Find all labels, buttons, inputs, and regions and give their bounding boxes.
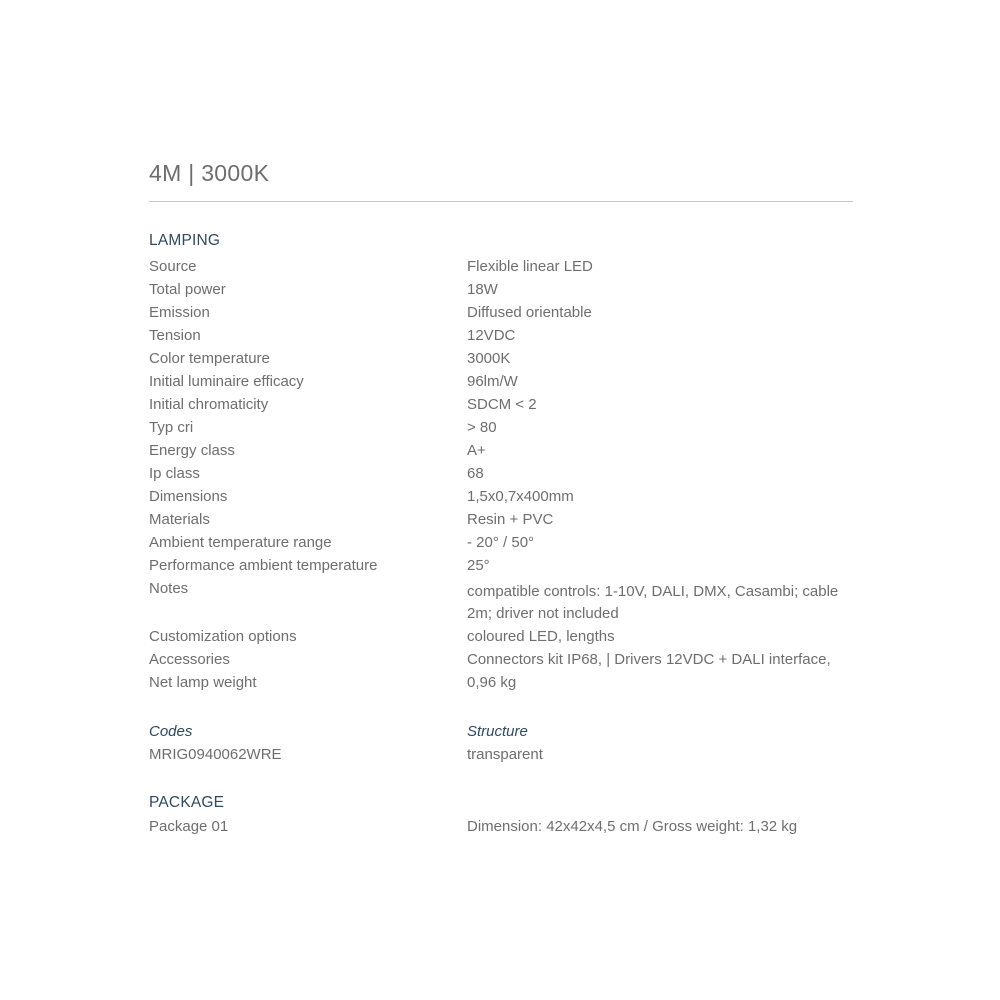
spec-row-accessories [149,648,853,671]
spec-label: Notes [149,580,189,597]
spec-label: Initial chromaticity [149,396,269,413]
spec-label: Dimensions [149,488,228,505]
spec-label: Ambient temperature range [149,534,332,551]
package-details: Dimension: 42x42x4,5 cm / Gross weight: 1,32 kg [467,818,798,835]
spec-value: 1,5x0,7x400mm [467,488,574,505]
lamping-heading: LAMPING [149,232,221,249]
lamping-spec-list [149,255,853,694]
spec-value: SDCM < 2 [467,396,537,413]
structure-label: Structure [467,723,528,740]
spec-value: Resin + PVC [467,511,554,528]
spec-row-dimensions [149,485,853,508]
spec-value: 96lm/W [467,373,518,390]
spec-label: Tension [149,327,201,344]
spec-row-ip-class [149,462,853,485]
spec-row-performance-temperature [149,554,853,577]
spec-row-chromaticity [149,393,853,416]
spec-row-tension [149,324,853,347]
spec-label: Color temperature [149,350,270,367]
page-title: 4M | 3000K [149,160,270,186]
spec-value: 25° [467,557,490,574]
codes-label: Codes [149,723,193,740]
spec-value: Connectors kit IP68, | Drivers 12VDC + DALI interface, [467,651,831,668]
spec-row-color-temperature [149,347,853,370]
spec-row-materials [149,508,853,531]
spec-value: A+ [467,442,486,459]
spec-label: Customization options [149,628,297,645]
spec-value: Diffused orientable [467,304,592,321]
spec-value: 68 [467,465,484,482]
spec-row-customization-options [149,625,853,648]
spec-value: - 20° / 50° [467,534,535,551]
package-name: Package 01 [149,818,229,835]
spec-row-energy-class [149,439,853,462]
spec-row-ambient-temperature-range [149,531,853,554]
spec-value: coloured LED, lengths [467,628,615,645]
package-heading: PACKAGE [149,794,225,811]
spec-row-total-power [149,278,853,301]
spec-value: compatible controls: 1-10V, DALI, DMX, Casambi; cable 2m; driver not included [467,583,839,622]
spec-label: Net lamp weight [149,674,257,691]
spec-value: 18W [467,281,498,298]
spec-row-source [149,255,853,278]
spec-label: Materials [149,511,210,528]
codes-value: MRIG0940062WRE [149,746,282,763]
spec-row-emission [149,301,853,324]
structure-value: transparent [467,746,543,763]
spec-row-net-lamp-weight [149,671,853,694]
spec-label: Emission [149,304,210,321]
spec-label: Typ cri [149,419,194,436]
title-divider [149,201,853,202]
spec-row-luminaire-efficacy [149,370,853,393]
spec-row-notes [149,577,853,625]
spec-value: Flexible linear LED [467,258,593,275]
spec-label: Energy class [149,442,235,459]
spec-value: 0,96 kg [467,674,517,691]
spec-value: 3000K [467,350,511,367]
spec-label: Performance ambient temperature [149,557,378,574]
spec-row-typ-cri [149,416,853,439]
spec-label: Ip class [149,465,200,482]
spec-label: Accessories [149,651,230,668]
spec-value: 12VDC [467,327,516,344]
spec-value: > 80 [467,419,497,436]
spec-label: Initial luminaire efficacy [149,373,304,390]
spec-label: Total power [149,281,226,298]
spec-label: Source [149,258,197,275]
